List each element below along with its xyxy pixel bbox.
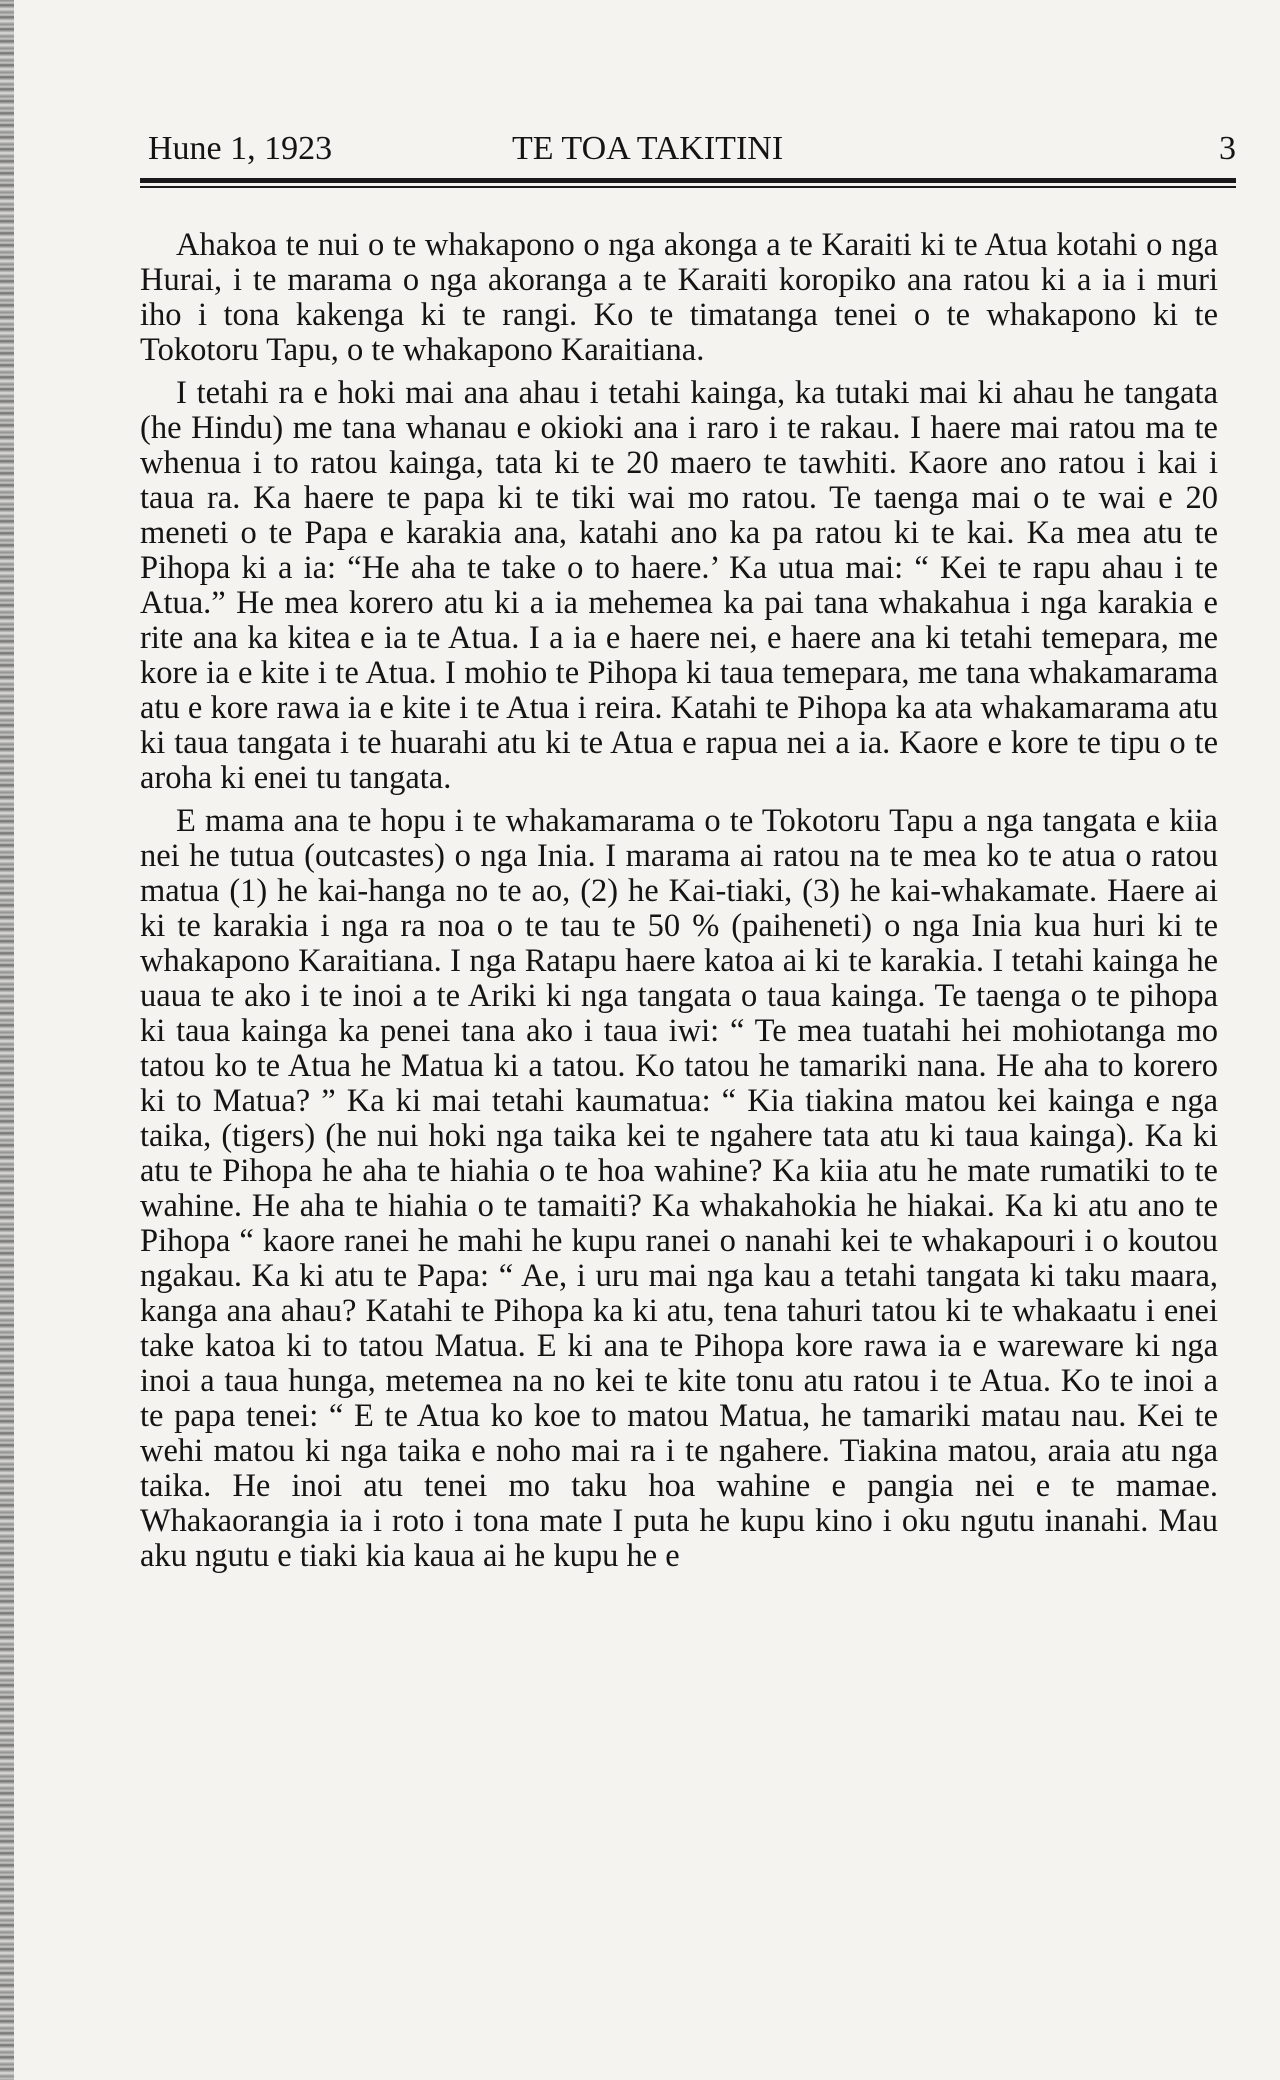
header-rule-thin [140,186,1236,188]
paragraph: Ahakoa te nui o te whakapono o nga akonga a te Karaiti ki te Atua kotahi o nga Hurai, i te marama o nga akoranga a te Karaiti koropiko ana ratou ki a ia i muri iho i tona kakenga ki te rangi. Ko te timatanga tenei o te whakapono ki te Tokotoru Tapu, o te whakapono Karaitiana. [140,227,1218,368]
journal-title: TE TOA TAKITINI [512,130,784,167]
header-rule-thick [140,178,1236,183]
paragraph: E mama ana te hopu i te whakamarama o te Tokotoru Tapu a nga tangata e kiia nei he tutua (outcastes) o nga Inia. I marama ai ratou na te mea ko te atua o ratou matua (1) he kai-hanga no te ao, (2) he Kai-tiaki, (3) he kai-whakamate. Haere ai ki te karakia i nga ra noa o te tau te 50 % (paiheneti) o nga Inia kua huri ki te whakapono Karaitiana. I nga Ratapu haere katoa ai ki te karakia. I tetahi kainga he uaua te ako i te inoi a te Ariki ki nga tangata o taua kainga. Te taenga o te pihopa ki taua kainga ka penei tana ako i taua iwi: “ Te mea tuatahi hei mohiotanga mo tatou ko te Atua he Matua ki a tatou. Ko tatou he tamariki nana. He aha to korero ki to Matua? ” Ka ki mai tetahi kaumatua: “ Kia tiakina matou kei kainga e nga taika, (tigers) (he nui hoki nga taika kei te ngahere tata atu ki taua kainga). Ka ki atu te Pihopa he aha te hiahia o te hoa wahine? Ka kiia atu he mate rumatiki to te wahine. He aha te hiahia o te tamaiti? Ka whakahokia he hiakai. Ka ki atu ano te Pihopa “ kaore ranei he mahi he kupu ranei o nanahi kei te whakapouri i o koutou ngakau. Ka ki atu te Papa: “ Ae, i uru mai nga kau a tetahi tangata ki taku maara, kanga ana ahau? Katahi te Pihopa ka ki atu, tena tahuri tatou ki te whakaatu i enei take katoa ki to tatou Matua. E ki ana te Pihopa kore rawa ia e wareware ki nga inoi a taua hunga, metemea na no kei te kite tonu atu ratou i te Atua. Ko te inoi a te papa tenei: “ E te Atua ko koe to matou Matua, he tamariki matau nau. Kei te wehi matou ki nga taika e noho mai ra i te ngahere. Tiakina matou, araia atu nga taika. He inoi atu tenei mo taku hoa wahine e pangia nei e te mamae. Whakaorangia ia i roto i tona mate I puta he kupu kino i oku ngutu inanahi. Mau aku ngutu e tiaki kia kaua ai he kupu he e [140,803,1218,1574]
page-number: 3 [1219,130,1236,167]
scan-edge [0,0,14,2080]
article-body [140,228,1218,1582]
issue-date: Hune 1, 1923 [148,130,333,167]
running-header [148,118,1236,168]
paragraph: I tetahi ra e hoki mai ana ahau i tetahi kainga, ka tutaki mai ki ahau he tangata (he Hindu) me tana whanau e okioki ana i raro i te rakau. I haere mai ratou ma te whenua i to ratou kainga, tata ki te 20 maero te tawhiti. Kaore ano ratou i kai i taua ra. Ka haere te papa ki te tiki wai mo ratou. Te taenga mai o te wai e 20 meneti o te Papa e karakia ana, katahi ano ka pa ratou ki te kai. Ka mea atu te Pihopa ki a ia: “He aha te take o to haere.’ Ka utua mai: “ Kei te rapu ahau i te Atua.” He mea korero atu ki a ia mehemea ka pai tana whakahua i nga karakia e rite ana ka kitea e ia te Atua. I a ia e haere nei, e haere ana ki tetahi temepara, me kore ia e kite i te Atua. I mohio te Pihopa ki taua temepara, me tana whakamarama atu e kore rawa ia e kite i te Atua i reira. Katahi te Pihopa ka ata whakamarama atu ki taua tangata i te huarahi atu ki te Atua e rapua nei a ia. Kaore e kore te tipu o te aroha ki enei tu tangata. [140,375,1218,796]
